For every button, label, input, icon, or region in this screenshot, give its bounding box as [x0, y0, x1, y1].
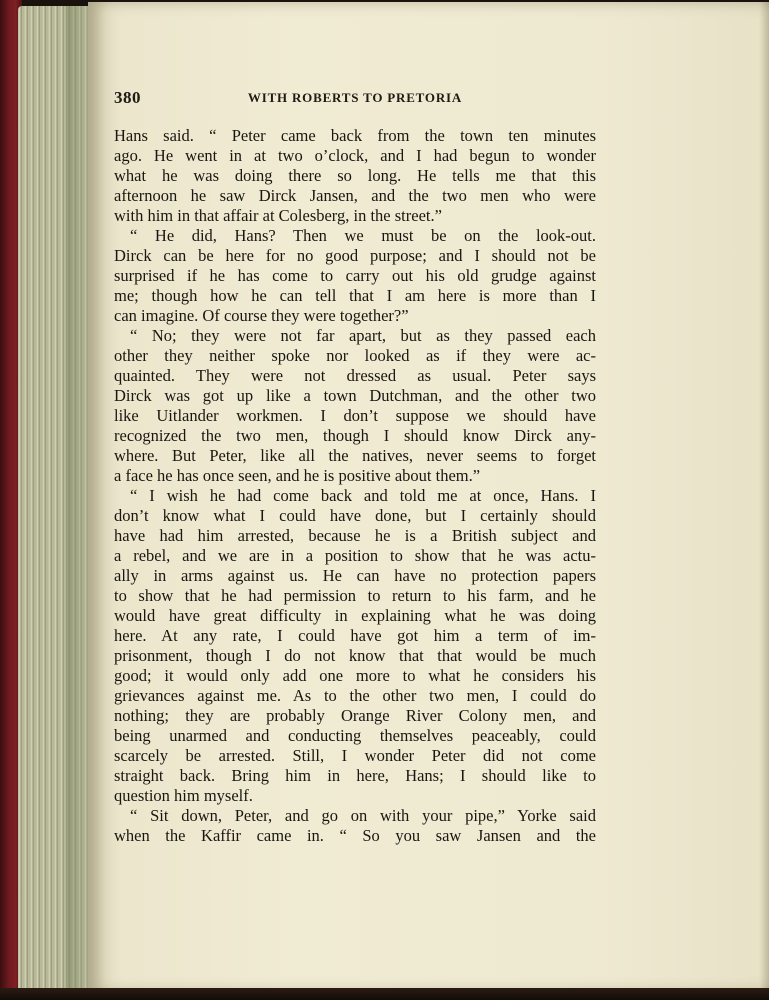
text-line: grievances against me. As to the other two men, I could do	[114, 686, 596, 705]
text-line: a face he has once seen, and he is positive about them.”	[114, 466, 481, 485]
text-line: with him in that affair at Colesberg, in the street.”	[114, 206, 442, 225]
text-line: would have great difficulty in explaining what he was doing	[114, 606, 596, 625]
text-line: nothing; they are probably Orange River Colony men, and	[114, 706, 596, 725]
text-line: to show that he had permission to return to his farm, and he	[114, 586, 596, 605]
running-header	[114, 88, 596, 110]
text-line: quainted. They were not dressed as usual. Peter says	[114, 366, 596, 385]
text-line: here. At any rate, I could have got him a term of im-	[114, 626, 596, 645]
running-title: WITH ROBERTS TO PRETORIA	[247, 90, 463, 105]
text-line: scarcely be arrested. Still, I wonder Peter did not come	[114, 746, 596, 765]
text-line: “ Sit down, Peter, and go on with your pipe,” Yorke said	[130, 806, 596, 825]
text-line: “ He did, Hans? Then we must be on the look-out.	[130, 226, 596, 245]
text-line: have had him arrested, because he is a British subject and	[114, 526, 596, 545]
text-line: where. But Peter, like all the natives, never seems to forget	[114, 446, 596, 465]
text-line: Dirck was got up like a town Dutchman, and the other two	[114, 386, 596, 405]
text-line: straight back. Bring him in here, Hans; I should like to	[114, 766, 596, 785]
text-line: me; though how he can tell that I am here is more than I	[114, 286, 596, 305]
text-line: being unarmed and conducting themselves peaceably, could	[114, 726, 596, 745]
text-line: Dirck can be here for no good purpose; and I should not be	[114, 246, 596, 265]
text-line: good; it would only add one more to what he considers his	[114, 666, 596, 685]
text-line: what he was doing there so long. He tells me that this	[114, 166, 596, 185]
text-line: ago. He went in at two o’clock, and I had begun to wonder	[114, 146, 596, 165]
text-line: don’t know what I could have done, but I certainly should	[114, 506, 596, 525]
book-cover-bottom	[0, 988, 769, 1000]
text-line: when the Kaffir came in. “ So you saw Jansen and the	[114, 826, 596, 845]
page-edges	[18, 6, 96, 994]
text-line: afternoon he saw Dirck Jansen, and the two men who were	[114, 186, 596, 205]
text-line: “ I wish he had come back and told me at once, Hans. I	[130, 486, 596, 505]
page-number: 380	[114, 88, 141, 107]
text-line: surprised if he has come to carry out his old grudge against	[114, 266, 596, 285]
body-text	[114, 126, 596, 846]
text-line: question him myself.	[114, 786, 253, 805]
text-line: recognized the two men, though I should know Dirck any-	[114, 426, 596, 445]
text-line: other they neither spoke nor looked as if they were ac-	[114, 346, 596, 365]
text-line: can imagine. Of course they were together?”	[114, 306, 409, 325]
text-line: ally in arms against us. He can have no protection papers	[114, 566, 596, 585]
text-line: “ No; they were not far apart, but as they passed each	[130, 326, 596, 345]
text-line: Hans said. “ Peter came back from the town ten minutes	[114, 126, 596, 145]
text-line: like Uitlander workmen. I don’t suppose we should have	[114, 406, 596, 425]
text-line: a rebel, and we are in a position to show that he was actu-	[114, 546, 596, 565]
text-line: prisonment, though I do not know that that would be much	[114, 646, 596, 665]
